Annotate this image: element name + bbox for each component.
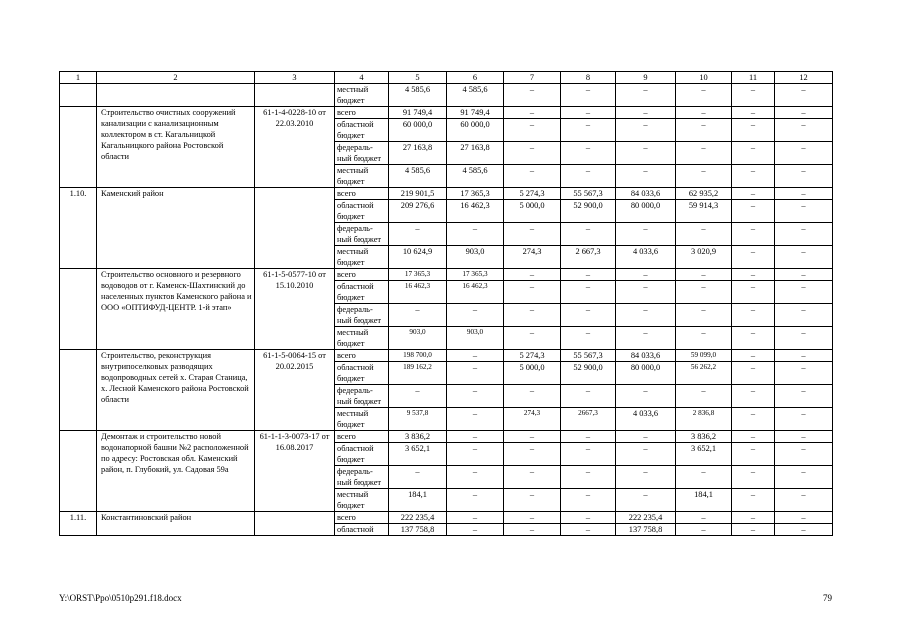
value-cell: –: [676, 304, 732, 327]
value-cell: –: [447, 524, 504, 536]
value-cell: 52 900,0: [561, 362, 616, 385]
value-cell: 2667,3: [561, 408, 616, 431]
table-row: [60, 269, 833, 281]
value-cell: –: [447, 431, 504, 443]
value-cell: –: [676, 142, 732, 165]
value-cell: –: [504, 142, 561, 165]
item-description: [97, 84, 255, 107]
value-cell: –: [561, 385, 616, 408]
item-index: [60, 269, 97, 350]
value-cell: –: [561, 107, 616, 119]
value-cell: 91 749,4: [389, 107, 447, 119]
funding-source: местный бюджет: [335, 165, 389, 188]
value-cell: 60 000,0: [447, 119, 504, 142]
value-cell: –: [775, 362, 833, 385]
value-cell: –: [504, 385, 561, 408]
value-cell: –: [732, 350, 775, 362]
value-cell: –: [561, 443, 616, 466]
value-cell: –: [561, 119, 616, 142]
value-cell: 4 033,6: [616, 408, 676, 431]
column-number-header: 7: [504, 72, 561, 84]
value-cell: –: [389, 466, 447, 489]
value-cell: –: [561, 431, 616, 443]
value-cell: –: [447, 512, 504, 524]
value-cell: 4 585,6: [447, 165, 504, 188]
item-index: [60, 350, 97, 431]
value-cell: –: [504, 304, 561, 327]
value-cell: –: [775, 512, 833, 524]
registration-code: [255, 512, 335, 536]
funding-source: областной бюджет: [335, 200, 389, 223]
value-cell: –: [561, 142, 616, 165]
value-cell: 27 163,8: [389, 142, 447, 165]
table-row: [60, 188, 833, 200]
value-cell: –: [676, 84, 732, 107]
value-cell: –: [616, 223, 676, 246]
value-cell: –: [775, 119, 833, 142]
funding-source: областной бюджет: [335, 119, 389, 142]
column-number-header: 9: [616, 72, 676, 84]
value-cell: –: [775, 443, 833, 466]
value-cell: –: [504, 512, 561, 524]
value-cell: –: [676, 512, 732, 524]
funding-source: местный бюджет: [335, 84, 389, 107]
value-cell: –: [616, 431, 676, 443]
funding-source: местный бюджет: [335, 408, 389, 431]
funding-source: областной бюджет: [335, 281, 389, 304]
value-cell: –: [775, 431, 833, 443]
value-cell: –: [616, 269, 676, 281]
table-row: [60, 107, 833, 119]
value-cell: –: [732, 385, 775, 408]
value-cell: –: [616, 142, 676, 165]
value-cell: 59 914,3: [676, 200, 732, 223]
value-cell: –: [732, 443, 775, 466]
value-cell: 222 235,4: [616, 512, 676, 524]
value-cell: –: [732, 489, 775, 512]
value-cell: –: [775, 200, 833, 223]
value-cell: –: [732, 246, 775, 269]
value-cell: –: [616, 385, 676, 408]
value-cell: –: [676, 269, 732, 281]
registration-code: 61-1-1-3-0073-17 от 16.08.2017: [255, 431, 335, 512]
value-cell: –: [504, 223, 561, 246]
value-cell: –: [732, 524, 775, 536]
value-cell: 198 700,0: [389, 350, 447, 362]
value-cell: 56 262,2: [676, 362, 732, 385]
value-cell: –: [775, 466, 833, 489]
value-cell: 3 652,1: [389, 443, 447, 466]
value-cell: –: [504, 119, 561, 142]
value-cell: –: [504, 165, 561, 188]
value-cell: –: [732, 142, 775, 165]
column-number-header: 2: [97, 72, 255, 84]
registration-code: [255, 84, 335, 107]
value-cell: –: [775, 408, 833, 431]
value-cell: 903,0: [447, 246, 504, 269]
value-cell: 59 099,0: [676, 350, 732, 362]
value-cell: –: [775, 524, 833, 536]
value-cell: –: [504, 489, 561, 512]
column-number-header: 10: [676, 72, 732, 84]
value-cell: –: [775, 107, 833, 119]
funding-source: всего: [335, 269, 389, 281]
value-cell: 16 462,3: [447, 281, 504, 304]
registration-code: 61-1-5-0064-15 от 20.02.2015: [255, 350, 335, 431]
table-row: [60, 431, 833, 443]
value-cell: 903,0: [389, 327, 447, 350]
value-cell: –: [447, 408, 504, 431]
value-cell: 80 000,0: [616, 362, 676, 385]
value-cell: 84 033,6: [616, 188, 676, 200]
item-description: Демонтаж и строительство новой водонапорной башни №2 расположенной по адресу: Ростовская обл. Каменский район, п. Глубокий, ул. Садовая 59а: [97, 431, 255, 512]
value-cell: 5 274,3: [504, 350, 561, 362]
footer-page-number: 79: [823, 593, 832, 603]
value-cell: 222 235,4: [389, 512, 447, 524]
column-number-header: 3: [255, 72, 335, 84]
value-cell: 184,1: [676, 489, 732, 512]
value-cell: –: [676, 119, 732, 142]
value-cell: –: [616, 443, 676, 466]
value-cell: 3 836,2: [676, 431, 732, 443]
value-cell: –: [616, 281, 676, 304]
value-cell: 10 624,9: [389, 246, 447, 269]
value-cell: –: [389, 304, 447, 327]
value-cell: –: [775, 165, 833, 188]
item-description: Константиновский район: [97, 512, 255, 536]
value-cell: –: [561, 524, 616, 536]
value-cell: –: [732, 327, 775, 350]
value-cell: –: [676, 466, 732, 489]
registration-code: 61-1-5-0577-10 от 15.10.2010: [255, 269, 335, 350]
value-cell: 60 000,0: [389, 119, 447, 142]
funding-source: местный бюджет: [335, 327, 389, 350]
value-cell: –: [775, 327, 833, 350]
item-index: [60, 431, 97, 512]
value-cell: 17 365,3: [389, 269, 447, 281]
column-number-header: 12: [775, 72, 833, 84]
budget-table: [59, 71, 833, 536]
value-cell: 5 274,3: [504, 188, 561, 200]
value-cell: 137 758,8: [616, 524, 676, 536]
value-cell: –: [561, 304, 616, 327]
value-cell: –: [676, 165, 732, 188]
value-cell: –: [732, 107, 775, 119]
value-cell: 55 567,3: [561, 350, 616, 362]
value-cell: –: [616, 327, 676, 350]
value-cell: 16 462,3: [447, 200, 504, 223]
value-cell: 52 900,0: [561, 200, 616, 223]
value-cell: –: [561, 512, 616, 524]
value-cell: 55 567,3: [561, 188, 616, 200]
value-cell: –: [732, 269, 775, 281]
value-cell: –: [775, 142, 833, 165]
value-cell: –: [561, 84, 616, 107]
value-cell: 219 901,5: [389, 188, 447, 200]
column-number-header: 1: [60, 72, 97, 84]
value-cell: –: [775, 246, 833, 269]
value-cell: –: [676, 281, 732, 304]
value-cell: –: [775, 304, 833, 327]
funding-source: областной бюджет: [335, 443, 389, 466]
value-cell: 3 020,9: [676, 246, 732, 269]
funding-source: федераль-ный бюджет: [335, 385, 389, 408]
value-cell: –: [616, 304, 676, 327]
funding-source: всего: [335, 107, 389, 119]
value-cell: 62 935,2: [676, 188, 732, 200]
value-cell: –: [676, 107, 732, 119]
value-cell: –: [389, 223, 447, 246]
value-cell: 274,3: [504, 408, 561, 431]
value-cell: 84 033,6: [616, 350, 676, 362]
value-cell: –: [775, 281, 833, 304]
funding-source: федераль-ный бюджет: [335, 142, 389, 165]
value-cell: –: [447, 489, 504, 512]
value-cell: –: [504, 431, 561, 443]
item-description: Строительство основного и резервного водоводов от г. Каменск-Шахтинский до населенных пунктов Каменского района и ООО «ОПТИФУД-ЦЕНТР. 1-й этап»: [97, 269, 255, 350]
footer-file-path: Y:\ORST\Ppo\0510p291.f18.docx: [59, 593, 182, 603]
value-cell: –: [775, 269, 833, 281]
column-number-header: 6: [447, 72, 504, 84]
value-cell: –: [447, 223, 504, 246]
item-index: 1.11.: [60, 512, 97, 536]
registration-code: [255, 188, 335, 269]
table-row: [60, 512, 833, 524]
value-cell: –: [676, 385, 732, 408]
value-cell: –: [732, 84, 775, 107]
value-cell: –: [732, 119, 775, 142]
value-cell: –: [732, 431, 775, 443]
value-cell: –: [561, 281, 616, 304]
column-number-header: 11: [732, 72, 775, 84]
value-cell: –: [676, 524, 732, 536]
value-cell: –: [504, 107, 561, 119]
funding-source: всего: [335, 512, 389, 524]
funding-source: федераль-ный бюджет: [335, 223, 389, 246]
value-cell: –: [561, 165, 616, 188]
value-cell: 4 585,6: [389, 84, 447, 107]
funding-source: всего: [335, 431, 389, 443]
value-cell: –: [504, 443, 561, 466]
column-number-header: 8: [561, 72, 616, 84]
value-cell: –: [561, 466, 616, 489]
item-index: 1.10.: [60, 188, 97, 269]
column-number-header: 5: [389, 72, 447, 84]
value-cell: –: [616, 466, 676, 489]
value-cell: 3 652,1: [676, 443, 732, 466]
value-cell: –: [616, 119, 676, 142]
value-cell: 2 836,8: [676, 408, 732, 431]
value-cell: –: [616, 84, 676, 107]
item-index: [60, 107, 97, 188]
value-cell: –: [561, 327, 616, 350]
value-cell: –: [775, 489, 833, 512]
value-cell: 184,1: [389, 489, 447, 512]
value-cell: 27 163,8: [447, 142, 504, 165]
funding-source: областной бюджет: [335, 362, 389, 385]
value-cell: 4 033,6: [616, 246, 676, 269]
value-cell: 274,3: [504, 246, 561, 269]
value-cell: –: [561, 269, 616, 281]
value-cell: –: [775, 350, 833, 362]
value-cell: –: [447, 385, 504, 408]
value-cell: 4 585,6: [447, 84, 504, 107]
value-cell: –: [447, 443, 504, 466]
value-cell: –: [504, 327, 561, 350]
value-cell: 2 667,3: [561, 246, 616, 269]
value-cell: –: [732, 304, 775, 327]
value-cell: –: [504, 84, 561, 107]
funding-source: федераль-ный бюджет: [335, 304, 389, 327]
value-cell: –: [676, 223, 732, 246]
funding-source: областной: [335, 524, 389, 536]
value-cell: –: [504, 269, 561, 281]
table-row: [60, 350, 833, 362]
funding-source: местный бюджет: [335, 246, 389, 269]
value-cell: –: [447, 304, 504, 327]
value-cell: –: [732, 466, 775, 489]
item-description: Строительство очистных сооружений канализации с канализационным коллектором в ст. Кагальницкой Кагальницкого района Ростовской области: [97, 107, 255, 188]
value-cell: –: [775, 385, 833, 408]
value-cell: –: [616, 489, 676, 512]
value-cell: 16 462,3: [389, 281, 447, 304]
value-cell: 9 537,8: [389, 408, 447, 431]
table-header-row: [60, 72, 833, 84]
registration-code: 61-1-4-0228-10 от 22.03.2010: [255, 107, 335, 188]
value-cell: 189 162,2: [389, 362, 447, 385]
value-cell: 80 000,0: [616, 200, 676, 223]
value-cell: –: [775, 188, 833, 200]
value-cell: –: [732, 362, 775, 385]
value-cell: 91 749,4: [447, 107, 504, 119]
funding-source: всего: [335, 350, 389, 362]
value-cell: –: [775, 84, 833, 107]
value-cell: –: [616, 107, 676, 119]
value-cell: –: [732, 165, 775, 188]
column-number-header: 4: [335, 72, 389, 84]
value-cell: –: [732, 223, 775, 246]
item-index: [60, 84, 97, 107]
funding-source: федераль-ный бюджет: [335, 466, 389, 489]
value-cell: –: [504, 466, 561, 489]
value-cell: –: [616, 165, 676, 188]
value-cell: 4 585,6: [389, 165, 447, 188]
value-cell: –: [775, 223, 833, 246]
value-cell: –: [561, 489, 616, 512]
value-cell: 137 758,8: [389, 524, 447, 536]
value-cell: –: [504, 524, 561, 536]
value-cell: 5 000,0: [504, 200, 561, 223]
value-cell: –: [676, 327, 732, 350]
value-cell: 209 276,6: [389, 200, 447, 223]
funding-source: всего: [335, 188, 389, 200]
value-cell: –: [447, 362, 504, 385]
value-cell: –: [732, 512, 775, 524]
value-cell: 17 365,3: [447, 188, 504, 200]
table-row: [60, 84, 833, 107]
item-description: Строительство, реконструкция внутрипоселковых разводящих водопроводных сетей х. Старая Станица, х. Лесной Каменского района Ростовской области: [97, 350, 255, 431]
value-cell: –: [732, 281, 775, 304]
value-cell: –: [732, 200, 775, 223]
value-cell: 17 365,3: [447, 269, 504, 281]
value-cell: –: [504, 281, 561, 304]
value-cell: 3 836,2: [389, 431, 447, 443]
value-cell: –: [561, 223, 616, 246]
value-cell: –: [732, 408, 775, 431]
value-cell: 5 000,0: [504, 362, 561, 385]
funding-source: местный бюджет: [335, 489, 389, 512]
value-cell: –: [389, 385, 447, 408]
value-cell: –: [447, 350, 504, 362]
value-cell: –: [732, 188, 775, 200]
item-description: Каменский район: [97, 188, 255, 269]
value-cell: –: [447, 466, 504, 489]
value-cell: 903,0: [447, 327, 504, 350]
